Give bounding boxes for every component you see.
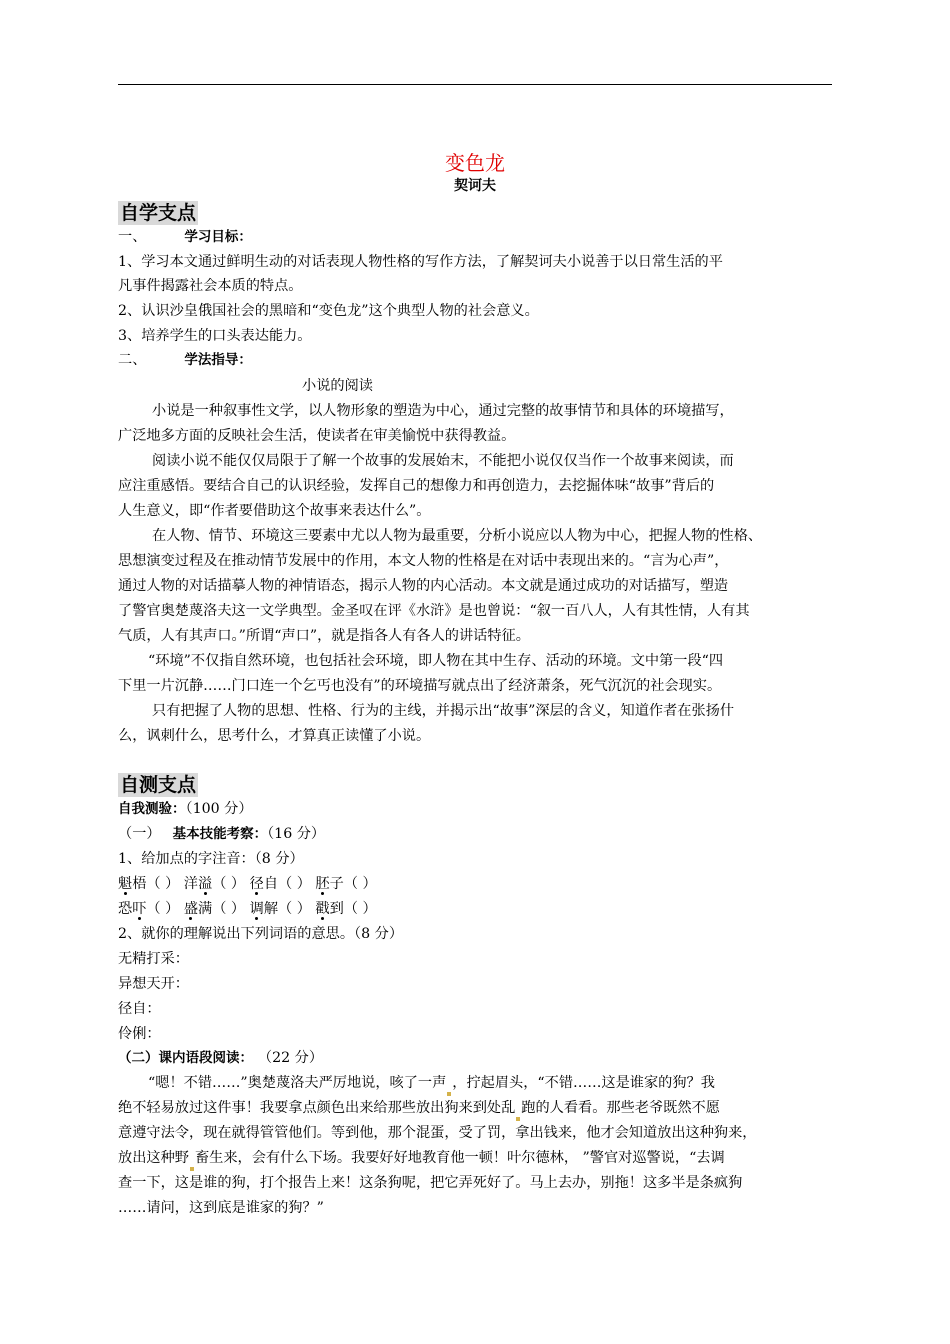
- word-item: 伶俐：: [118, 1026, 161, 1042]
- reading-line: “嗯！不错……”奥楚蔑洛夫严厉地说，咳了一声 ，拧起眉头，“不错……这是谁家的狗？我: [148, 1071, 715, 1096]
- method-number: 二、: [118, 352, 147, 368]
- section-heading-self-study: 自学支点: [120, 202, 197, 224]
- part2-title: （二）课内语段阅读：: [118, 1050, 253, 1066]
- method-title: 学法指导：: [184, 352, 252, 368]
- part1-number: （一）: [118, 826, 161, 842]
- reading-title: 小说的阅读: [302, 378, 373, 394]
- highlight-mark: [190, 1167, 194, 1171]
- paragraph-line: 阅读小说不能仅仅局限于了解一个故事的发展始末，不能把小说仅仅当作一个故事来阅读，而: [152, 453, 734, 469]
- pinyin-row-2: [118, 897, 832, 922]
- goal-line: 凡事件揭露社会本质的特点。: [118, 278, 303, 294]
- goal-line: 2、认识沙皇俄国社会的黑暗和“变色龙”这个典型人物的社会意义。: [118, 303, 539, 319]
- paragraph-line: 气质，人有其声口。”所谓“声口”，就是指各人有各人的讲话特征。: [118, 628, 530, 644]
- part2-heading: [118, 1046, 832, 1071]
- doc-author: 契诃夫: [454, 178, 496, 194]
- goal-title: 学习目标：: [184, 229, 252, 245]
- reading-line: 绝不轻易放过这件事！我要拿点颜色出来给那些放出狗来到处乱 跑的人看看。那些老爷既然不愿: [118, 1096, 832, 1121]
- reading-line: 放出这种野 畜生来，会有什么下场。我要好好地教育他一顿！叶尔德林， ”警官对巡警说，“去调: [118, 1146, 832, 1171]
- pinyin-row-1: [118, 872, 832, 897]
- highlight-mark: [447, 1092, 451, 1096]
- pinyin-item: 戳到（ ）: [315, 901, 377, 917]
- word-item: 无精打采：: [118, 951, 189, 967]
- header-rule: [118, 84, 832, 85]
- quiz-label: 自我测验：: [118, 801, 186, 817]
- highlight-mark: [516, 1117, 520, 1121]
- paragraph-line: 小说是一种叙事性文学，以人物形象的塑造为中心，通过完整的故事情节和具体的环境描写，: [152, 403, 734, 419]
- goal-number: 一、: [118, 229, 147, 245]
- pinyin-item: 径自（ ）: [249, 876, 311, 892]
- word-item: 径自：: [118, 1001, 161, 1017]
- pinyin-item: 胚子（ ）: [315, 876, 377, 892]
- reading-line: ……请问，这到底是谁家的狗？”: [118, 1200, 324, 1216]
- method-heading: [118, 348, 832, 373]
- part1-heading: [118, 822, 832, 847]
- paragraph-line: 人生意义，即“作者要借助这个故事来表达什么”。: [118, 503, 431, 519]
- part1-score: （16 分）: [267, 826, 326, 842]
- paragraph-line: 广泛地多方面的反映社会生活，使读者在审美愉悦中获得教益。: [118, 428, 516, 444]
- doc-title: 变色龙: [445, 151, 505, 175]
- pinyin-item: 恐吓（ ）: [118, 901, 180, 917]
- quiz-score: （100 分）: [185, 801, 253, 817]
- section-heading-self-test: 自测支点: [120, 774, 197, 796]
- paragraph-line: 思想演变过程及在推动情节发展中的作用，本文人物的性格是在对话中表现出来的。“言为心声”，: [118, 553, 729, 569]
- question-1: 1、给加点的字注音：（8 分）: [118, 851, 304, 867]
- paragraph-line: 在人物、情节、环境这三要素中尤以人物为最重要，分析小说应以人物为中心，把握人物的性格、: [152, 528, 763, 544]
- reading-line: 意遵守法令，现在就得管管他们。等到他，那个混蛋，受了罚，拿出钱来，他才会知道放出这种狗来，: [118, 1125, 757, 1141]
- goal-heading: [118, 225, 832, 250]
- part2-score: （22 分）: [265, 1050, 324, 1066]
- goal-line: 1、学习本文通过鲜明生动的对话表现人物性格的写作方法，了解契诃夫小说善于以日常生活的平: [118, 254, 723, 270]
- paragraph-line: 只有把握了人物的思想、性格、行为的主线，并揭示出“故事”深层的含义，知道作者在张扬什: [152, 703, 735, 719]
- quiz-heading: [118, 797, 832, 822]
- paragraph-line: 通过人物的对话描摹人物的神情语态，揭示人物的内心活动。本文就是通过成功的对话描写，塑造: [118, 578, 729, 594]
- pinyin-item: 盛满（ ）: [183, 901, 246, 917]
- document-page: [118, 0, 832, 1344]
- goal-line: 3、培养学生的口头表达能力。: [118, 328, 312, 344]
- pinyin-item: 魁梧（ ）: [118, 876, 180, 892]
- pinyin-item: 调解（ ）: [249, 901, 311, 917]
- part1-title: 基本技能考察：: [172, 826, 268, 842]
- word-item: 异想天开：: [118, 976, 189, 992]
- paragraph-line: 么，讽刺什么，思考什么，才算真正读懂了小说。: [118, 728, 431, 744]
- paragraph-line: 了警官奥楚蔑洛夫这一文学典型。金圣叹在评《水浒》是也曾说：“叙一百八人，人有其性情，人有其: [118, 603, 750, 619]
- paragraph-line: “环境”不仅指自然环境，也包括社会环境，即人物在其中生存、活动的环境。文中第一段“四: [148, 653, 724, 669]
- paragraph-line: 应注重感悟。要结合自己的认识经验，发挥自己的想像力和再创造力，去挖掘体味“故事”背后的: [118, 478, 715, 494]
- pinyin-item: 洋溢（ ）: [183, 876, 246, 892]
- paragraph-line: 下里一片沉静……门口连一个乞丐也没有”的环境描写就点出了经济萧条，死气沉沉的社会现实。: [118, 678, 722, 694]
- question-2: 2、就你的理解说出下列词语的意思。（8 分）: [118, 926, 404, 942]
- reading-line: 查一下，这是谁的狗，打个报告上来！这条狗呢，把它弄死好了。马上去办，别拖！这多半是条疯狗: [118, 1175, 743, 1191]
